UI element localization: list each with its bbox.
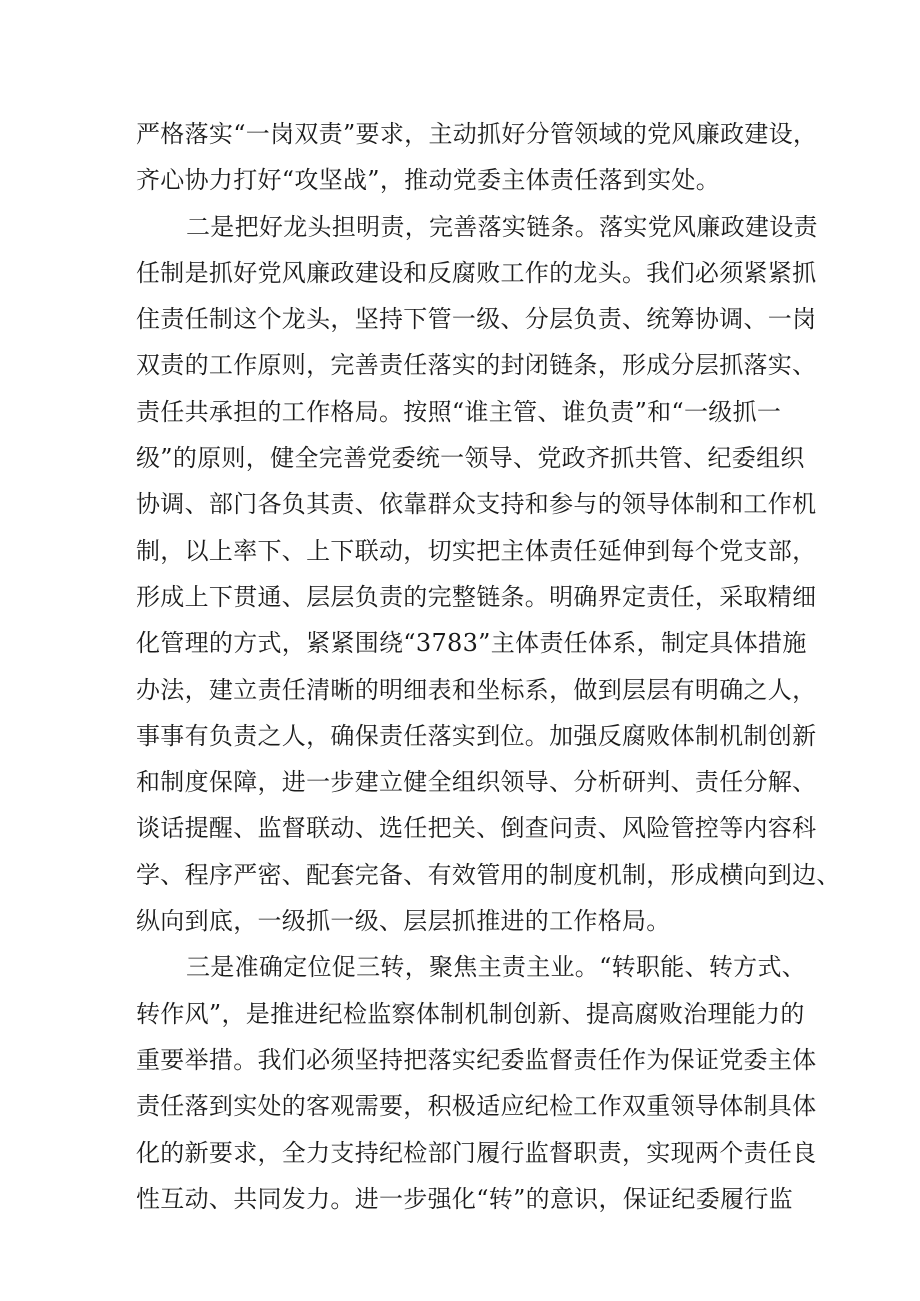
- text-line: 协调、部门各负其责、依靠群众支持和参与的领导体制和工作机: [136, 490, 817, 519]
- text-line: 级”的原则，健全完善党委统一领导、党政齐抓共管、纪委组织: [136, 444, 805, 473]
- text-line: 纵向到底，一级抓一级、层层抓推进的工作格局。: [136, 907, 671, 936]
- text-line: 事事有负责之人，确保责任落实到位。加强反腐败体制机制创新: [136, 721, 817, 750]
- text-line: 双责的工作原则，完善责任落实的封闭链条，形成分层抓落实、: [136, 351, 817, 380]
- text-line: 和制度保障，进一步建立健全组织领导、分析研判、责任分解、: [136, 768, 817, 797]
- text-line: 齐心协力打好“攻坚战”，推动党委主体责任落到实处。: [136, 166, 721, 195]
- text-line: 责任落到实处的客观需要，积极适应纪检工作双重领导体制具体: [136, 1092, 817, 1121]
- text-line: 制，以上率下、上下联动，切实把主体责任延伸到每个党支部，: [136, 536, 817, 565]
- text-line: 形成上下贯通、层层负责的完整链条。明确界定责任，采取精细: [136, 582, 817, 611]
- paragraph-start-line: 三是准确定位促三转，聚焦主责主业。“转职能、转方式、: [186, 953, 807, 982]
- text-line: 化的新要求，全力支持纪检部门履行监督职责，实现两个责任良: [136, 1138, 817, 1167]
- text-line: 住责任制这个龙头，坚持下管一级、分层负责、统筹协调、一岗: [136, 305, 817, 334]
- text-line: 转作风”，是推进纪检监察体制机制创新、提高腐败治理能力的: [136, 999, 805, 1028]
- text-line: 办法，建立责任清晰的明细表和坐标系，做到层层有明确之人，: [136, 675, 817, 704]
- text-line: 化管理的方式，紧紧围绕“3783”主体责任体系，制定具体措施: [136, 629, 807, 658]
- text-line: 学、程序严密、配套完备、有效管用的制度机制，形成横向到边、: [136, 860, 841, 889]
- body-text: [136, 111, 841, 1222]
- text-line: 性互动、共同发力。进一步强化“转”的意识，保证纪委履行监: [136, 1184, 793, 1213]
- text-line: 谈话提醒、监督联动、选任把关、倒查问责、风险管控等内容科: [136, 814, 817, 843]
- text-line: 严格落实“一岗双责”要求，主动抓好分管领域的党风廉政建设，: [136, 120, 818, 148]
- text-line: 任制是抓好党风廉政建设和反腐败工作的龙头。我们必须紧紧抓: [136, 258, 817, 287]
- text-line: 重要举措。我们必须坚持把落实纪委监督责任作为保证党委主体: [136, 1045, 817, 1074]
- text-line: 责任共承担的工作格局。按照“谁主管、谁负责”和“一级抓一: [136, 397, 782, 426]
- paragraph-start-line: 二是把好龙头担明责，完善落实链条。落实党风廉政建设责: [186, 212, 818, 241]
